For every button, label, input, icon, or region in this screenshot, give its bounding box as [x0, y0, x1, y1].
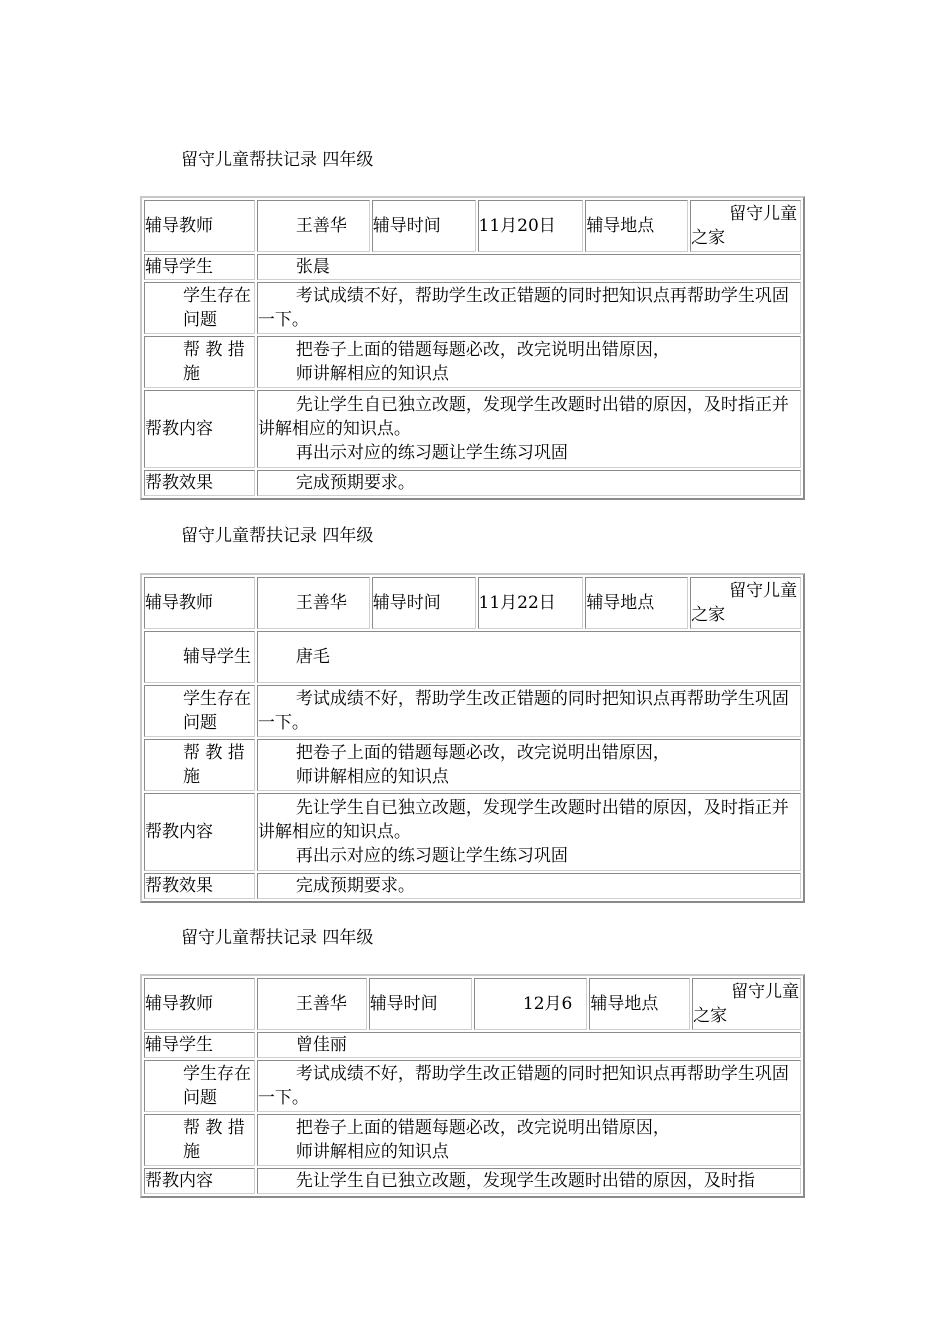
content-line: 先让学生自已独立改题，发现学生改题时出错的原因，及时指正并讲解相应的知识点。 — [257, 798, 789, 842]
effect-label: 帮教效果 — [144, 873, 255, 899]
teacher-value: 王善华 — [257, 978, 367, 1030]
measures-line: 师讲解相应的知识点 — [295, 364, 449, 384]
problem-label: 学生存在问题 — [144, 685, 255, 737]
time-value: 11月20日 — [478, 200, 584, 252]
content-line: 先让学生自已独立改题，发现学生改题时出错的原因，及时指正并讲解相应的知识点。 — [257, 395, 789, 439]
effect-value: 完成预期要求。 — [257, 470, 801, 496]
student-value: 唐毛 — [257, 631, 801, 683]
place-label: 辅导地点 — [585, 577, 688, 629]
problem-label: 学生存在问题 — [144, 1060, 255, 1112]
place-value: 留守儿童之家 — [690, 577, 801, 629]
student-label: 辅导学生 — [144, 631, 255, 683]
record-1-table — [140, 196, 805, 500]
measures-line: 把卷子上面的错题每题必改，改完说明出错原因， — [295, 743, 670, 763]
problem-value: 考试成绩不好，帮助学生改正错题的同时把知识点再帮助学生巩固一下。 — [257, 282, 801, 334]
teacher-label: 辅导教师 — [144, 577, 255, 629]
measures-label: 帮 教 措 施 — [144, 739, 255, 791]
place-value: 留守儿童之家 — [692, 978, 801, 1030]
record-3-table — [140, 974, 805, 1198]
measures-label: 帮 教 措 施 — [144, 336, 255, 388]
content-line: 先让学生自已独立改题，发现学生改题时出错的原因，及时指 — [295, 1171, 755, 1191]
content-value — [257, 1168, 801, 1194]
effect-label: 帮教效果 — [144, 470, 255, 496]
content-line: 再出示对应的练习题让学生练习巩固 — [295, 846, 568, 866]
record-2-table — [140, 573, 805, 903]
teacher-label: 辅导教师 — [144, 978, 255, 1030]
time-value: 11月22日 — [478, 577, 584, 629]
teacher-value: 王善华 — [257, 200, 370, 252]
measures-label: 帮 教 措 施 — [144, 1114, 255, 1166]
content-line: 再出示对应的练习题让学生练习巩固 — [295, 443, 568, 463]
time-label: 辅导时间 — [372, 200, 476, 252]
student-value: 曾佳丽 — [257, 1032, 801, 1058]
content-value — [257, 390, 801, 468]
teacher-value: 王善华 — [257, 577, 370, 629]
content-value — [257, 793, 801, 871]
record-3-title: 留守儿童帮扶记录 四年级 — [181, 928, 374, 948]
student-value: 张晨 — [257, 254, 801, 280]
record-2-title: 留守儿童帮扶记录 四年级 — [181, 526, 374, 546]
student-label: 辅导学生 — [144, 1032, 255, 1058]
effect-value: 完成预期要求。 — [257, 873, 801, 899]
measures-value — [257, 336, 801, 388]
student-label: 辅导学生 — [144, 254, 255, 280]
place-label: 辅导地点 — [585, 200, 688, 252]
problem-value: 考试成绩不好，帮助学生改正错题的同时把知识点再帮助学生巩固一下。 — [257, 685, 801, 737]
time-label: 辅导时间 — [372, 577, 476, 629]
content-label: 帮教内容 — [144, 1168, 255, 1194]
time-label: 辅导时间 — [369, 978, 473, 1030]
measures-value — [257, 739, 801, 791]
measures-line: 把卷子上面的错题每题必改，改完说明出错原因， — [295, 340, 670, 360]
content-label: 帮教内容 — [144, 793, 255, 871]
measures-line: 师讲解相应的知识点 — [295, 1142, 449, 1162]
problem-value: 考试成绩不好，帮助学生改正错题的同时把知识点再帮助学生巩固一下。 — [257, 1060, 801, 1112]
measures-line: 师讲解相应的知识点 — [295, 767, 449, 787]
place-value: 留守儿童之家 — [690, 200, 801, 252]
problem-label: 学生存在问题 — [144, 282, 255, 334]
record-1-title: 留守儿童帮扶记录 四年级 — [181, 150, 374, 170]
place-label: 辅导地点 — [589, 978, 690, 1030]
teacher-label: 辅导教师 — [144, 200, 255, 252]
measures-value — [257, 1114, 801, 1166]
measures-line: 把卷子上面的错题每题必改，改完说明出错原因， — [295, 1118, 670, 1138]
time-value: 12月6 — [474, 978, 587, 1030]
content-label: 帮教内容 — [144, 390, 255, 468]
